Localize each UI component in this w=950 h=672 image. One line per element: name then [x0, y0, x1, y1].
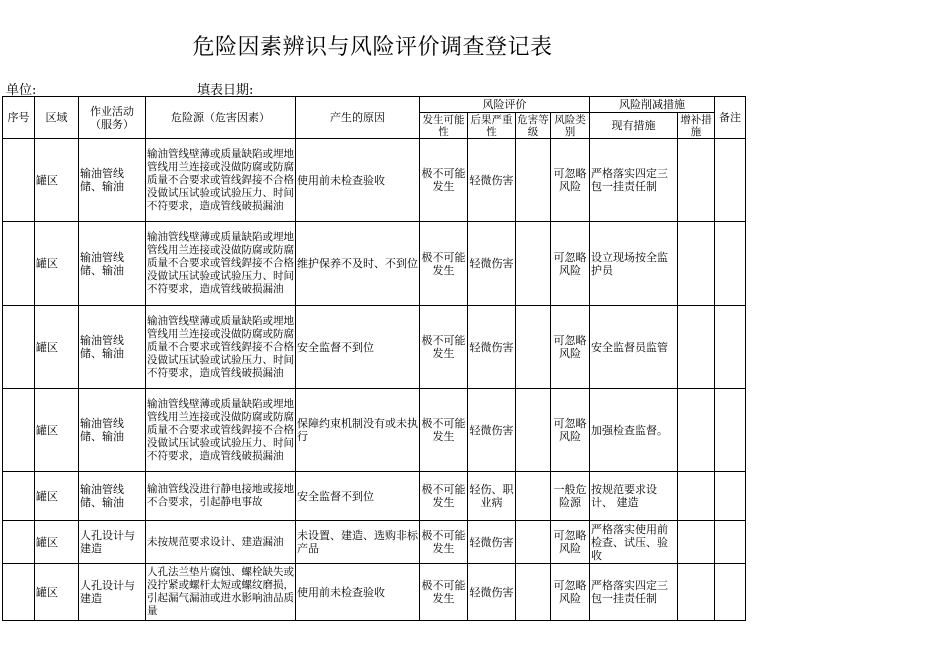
row-added-measures	[678, 521, 715, 564]
row-area: 罐区	[35, 472, 79, 521]
row-risk-class: 可忽略风险	[551, 139, 590, 222]
header-activity: 作业活动（服务）	[79, 97, 146, 139]
row-severity: 轻微伤害	[468, 521, 516, 564]
header-hazard-level: 危害等级	[517, 113, 549, 138]
header-area: 区域	[35, 97, 79, 139]
header-risk-evaluation: 风险评价	[420, 97, 590, 113]
row-activity: 输油管线储、输油	[79, 306, 146, 389]
table-row	[3, 564, 746, 621]
row-risk-class: 一般危险源	[551, 472, 590, 521]
row-area: 罐区	[35, 564, 79, 621]
row-risk-class: 可忽略风险	[551, 521, 590, 564]
row-likelihood: 极不可能发生	[420, 306, 468, 389]
table-row	[3, 139, 746, 222]
header-likelihood: 发生可能性	[420, 113, 468, 139]
row-likelihood: 极不可能发生	[420, 222, 468, 306]
row-hazard: 输油管线壁薄或质量缺陷或埋地管线用兰连接或没做防腐或防腐质量不合要求或管线銲接不合格没做试压试验或试验压力、时间不符要求，造成管线破损漏油	[146, 306, 296, 389]
row-hazard: 输油管线没进行静电接地或接地不合要求，引起静电事故	[146, 472, 296, 521]
row-seq	[3, 564, 35, 621]
row-risk-class: 可忽略风险	[551, 564, 590, 621]
row-severity: 轻微伤害	[468, 139, 516, 222]
row-remarks	[715, 389, 746, 472]
row-hazard: 人孔法兰垫片腐蚀、螺栓缺失或没拧紧或螺杆太短或螺纹磨损，引起漏气漏油或进水影响油品质量	[146, 564, 296, 621]
row-hazard-level	[516, 389, 551, 472]
row-hazard-level	[516, 139, 551, 222]
row-likelihood: 极不可能发生	[420, 472, 468, 521]
header-risk-class: 风险类别	[551, 113, 590, 139]
row-hazard: 输油管线壁薄或质量缺陷或埋地管线用兰连接或没做防腐或防腐质量不合要求或管线銲接不合格没做试压试验或试验压力、时间不符要求，造成管线破损漏油	[146, 139, 296, 222]
row-likelihood: 极不可能发生	[420, 389, 468, 472]
row-added-measures	[678, 222, 715, 306]
row-added-measures	[678, 564, 715, 621]
table-row	[3, 521, 746, 564]
row-existing-measures: 加强检查监督。	[590, 389, 678, 472]
row-activity: 输油管线储、输油	[79, 389, 146, 472]
row-remarks	[715, 222, 746, 306]
header-seq: 序号	[3, 97, 35, 139]
row-remarks	[715, 306, 746, 389]
row-area: 罐区	[35, 389, 79, 472]
row-remarks	[715, 139, 746, 222]
row-cause: 安全监督不到位	[296, 306, 420, 389]
row-remarks	[715, 472, 746, 521]
row-existing-measures: 设立现场按全监护员	[590, 222, 678, 306]
header-remarks: 备注	[715, 97, 746, 139]
row-area: 罐区	[35, 306, 79, 389]
row-hazard-level	[516, 306, 551, 389]
row-cause: 未设置、建造、选购非标产品	[296, 521, 420, 564]
row-likelihood: 极不可能发生	[420, 564, 468, 621]
row-cause: 使用前未检查验收	[296, 564, 420, 621]
row-severity: 轻微伤害	[468, 222, 516, 306]
row-hazard-level	[516, 521, 551, 564]
row-seq	[3, 306, 35, 389]
row-added-measures	[678, 306, 715, 389]
row-activity: 输油管线储、输油	[79, 139, 146, 222]
row-severity: 轻伤、职业病	[468, 472, 516, 521]
row-risk-class: 可忽略风险	[551, 389, 590, 472]
row-activity: 人孔设计与建造	[79, 564, 146, 621]
header-risk-reduction: 风险削减措施	[590, 97, 715, 113]
row-hazard: 输油管线壁薄或质量缺陷或埋地管线用兰连接或没做防腐或防腐质量不合要求或管线銲接不合格没做试压试验或试验压力、时间不符要求，造成管线破损漏油	[146, 222, 296, 306]
row-seq	[3, 389, 35, 472]
header-severity: 后果严重性	[468, 113, 516, 139]
row-existing-measures: 严格落实四定三包一挂责任制	[590, 139, 678, 222]
row-hazard: 未按规范要求设计、建造漏油	[146, 521, 296, 564]
row-hazard-level	[516, 564, 551, 621]
row-hazard-level	[516, 222, 551, 306]
row-risk-class: 可忽略风险	[551, 222, 590, 306]
table-row	[3, 222, 746, 306]
row-seq	[3, 472, 35, 521]
header-existing-measures: 现有措施	[590, 113, 678, 139]
row-seq	[3, 222, 35, 306]
row-cause: 使用前未检查验收	[296, 139, 420, 222]
header-cause: 产生的原因	[296, 97, 420, 139]
table-row	[3, 472, 746, 521]
unit-label: 单位:	[6, 83, 37, 98]
row-severity: 轻微伤害	[468, 306, 516, 389]
row-area: 罐区	[35, 521, 79, 564]
row-added-measures	[678, 389, 715, 472]
row-existing-measures: 严格落实四定三包一挂责任制	[590, 564, 678, 621]
row-severity: 轻微伤害	[468, 389, 516, 472]
row-likelihood: 极不可能发生	[420, 139, 468, 222]
row-activity: 输油管线储、输油	[79, 222, 146, 306]
row-severity: 轻微伤害	[468, 564, 516, 621]
row-hazard: 输油管线壁薄或质量缺陷或埋地管线用兰连接或没做防腐或防腐质量不合要求或管线銲接不合格没做试压试验或试验压力、时间不符要求，造成管线破损漏油	[146, 389, 296, 472]
row-activity: 输油管线储、输油	[79, 472, 146, 521]
row-seq	[3, 139, 35, 222]
row-area: 罐区	[35, 139, 79, 222]
form-title: 危险因素辨识与风险评价调查登记表	[192, 35, 553, 60]
row-activity: 人孔设计与建造	[79, 521, 146, 564]
row-remarks	[715, 564, 746, 621]
row-existing-measures: 严格落实使用前检查、试压、验收	[590, 521, 678, 564]
row-likelihood: 极不可能发生	[420, 521, 468, 564]
table-row	[3, 306, 746, 389]
row-area: 罐区	[35, 222, 79, 306]
row-cause: 维护保养不及时、不到位	[296, 222, 420, 306]
row-risk-class: 可忽略风险	[551, 306, 590, 389]
row-existing-measures: 安全监督员监管	[590, 306, 678, 389]
row-hazard-level	[516, 472, 551, 521]
row-cause: 保障约束机制没有或未执行	[296, 389, 420, 472]
header-hazard: 危险源（危害因素）	[146, 97, 296, 139]
header-added-measures: 增补措施	[678, 113, 715, 139]
table-row	[3, 389, 746, 472]
row-remarks	[715, 521, 746, 564]
row-added-measures	[678, 139, 715, 222]
row-added-measures	[678, 472, 715, 521]
hazard-register-table	[2, 96, 746, 621]
fill-date-label: 填表日期:	[197, 83, 254, 98]
header-row-1	[3, 97, 746, 113]
row-existing-measures: 按规范要求设计、 建造	[590, 472, 678, 521]
row-cause: 安全监督不到位	[296, 472, 420, 521]
row-seq	[3, 521, 35, 564]
